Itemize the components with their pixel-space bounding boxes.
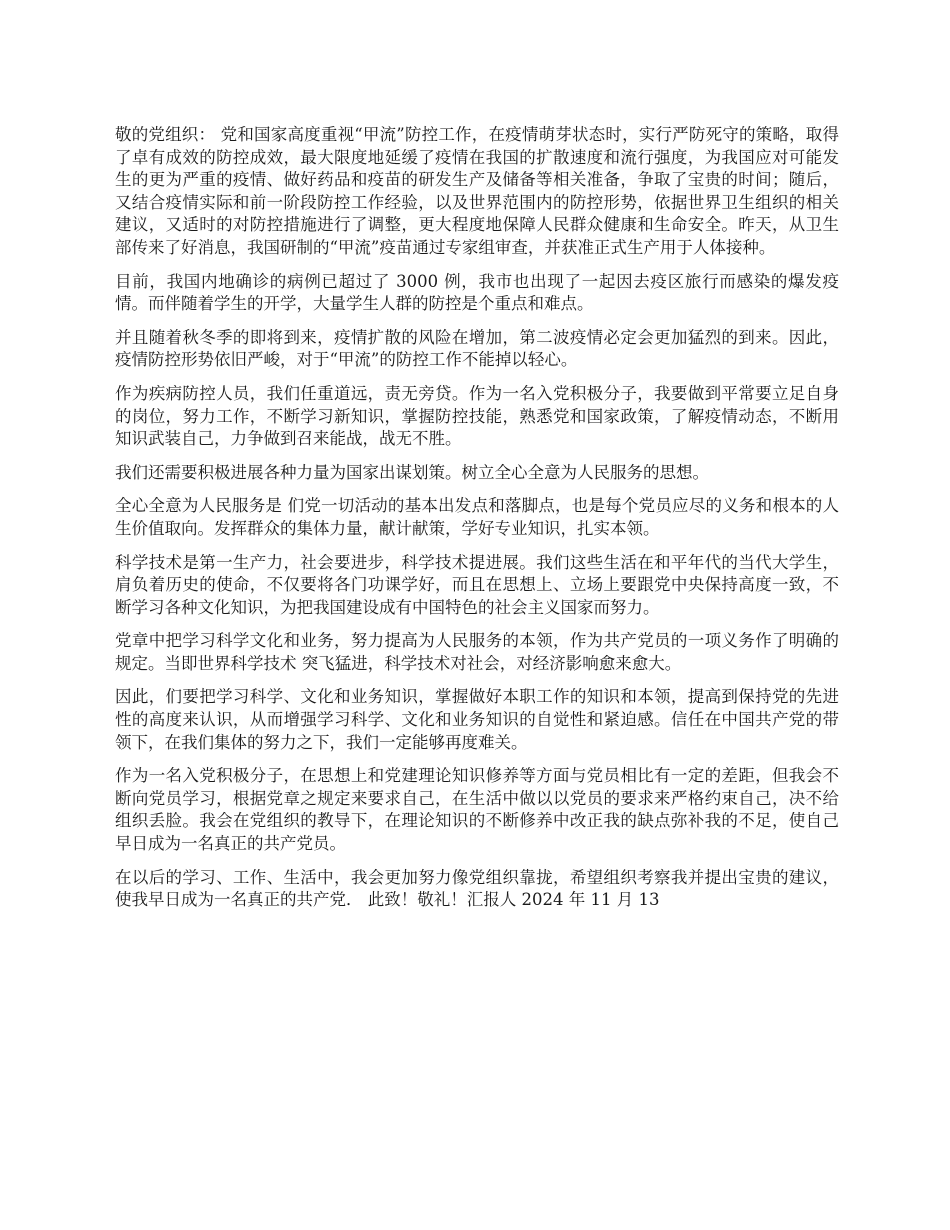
paragraph-science-technology: 科学技术是第一生产力，社会要进步，科学技术提进展。我们这些生活在和平年代的当代大学生，肩负着历史的使命，不仅要将各门功课学好，而且在思想上、立场上要跟党中央保持高度一致，不断学习各种文化知识，为把我国建设成有中国特色的社会主义国家而努力。 — [115, 552, 839, 617]
paragraph-greeting: 敬的党组织： 党和国家高度重视“甲流”防控工作，在疫情萌芽状态时，实行严防死守的策略，取得了卓有成效的防控成效，最大限度地延缓了疫情在我国的扩散速度和流行强度，为我国应对可能发生的更为严重的疫情、做好药品和疫苗的研发生产及储备等相关准备，争取了宝贵的时间；随后，又结合疫情实际和前一阶段防控工作经验，以及世界范围内的防控形势，依据世界卫生组织的相关建议，又适时的对防控措施进行了调整，更大程度地保障人民群众健康和生命安全。昨天，从卫生部传来了好消息，我国研制的“甲流”疫苗通过专家组审查，并获准正式生产用于人体接种。 — [115, 125, 839, 257]
document-body — [115, 124, 839, 923]
paragraph-learning: 因此，们要把学习科学、文化和业务知识，掌握做好本职工作的知识和本领，提高到保持党的先进性的高度来认识，从而增强学习科学、文化和业务知识的自觉性和紧迫感。信任在中国共产党的带领下，在我们集体的努力之下，我们一定能够再度难关。 — [115, 687, 839, 752]
paragraph-advice: 我们还需要积极进展各种力量为国家出谋划策。树立全心全意为人民服务的思想。 — [115, 462, 709, 482]
paragraph-self-improvement: 作为一名入党积极分子，在思想上和党建理论知识修养等方面与党员相比有一定的差距，但我会不断向党员学习，根据党章之规定来要求自己，在生活中做以以党员的要求来严格约束自己，决不给组织丢脸。我会在党组织的教导下，在理论知识的不断修养中改正我的缺点弥补我的不足，使自己早日成为一名真正的共产党员。 — [115, 766, 839, 854]
paragraph-serve-people: 全心全意为人民服务是 们党一切活动的基本出发点和落脚点，也是每个党员应尽的义务和根本的人生价值取向。发挥群众的集体力量，献计献策，学好专业知识，扎实本领。 — [115, 496, 839, 538]
paragraph-second-wave: 并且随着秋冬季的即将到来，疫情扩散的风险在增加，第二波疫情必定会更加猛烈的到来。因此，疫情防控形势依旧严峻，对于“甲流”的防控工作不能掉以轻心。 — [115, 327, 839, 370]
paragraph-duty: 作为疾病防控人员，我们任重道远，责无旁贷。作为一名入党积极分子，我要做到平常要立足自身的岗位，努力工作，不断学习新知识，掌握防控技能，熟悉党和国家政策，了解疫情动态，不断用知识武装自己，力争做到召来能战，战无不胜。 — [115, 383, 839, 449]
paragraph-closing: 在以后的学习、工作、生活中，我会更加努力像党组织靠拢，希望组织考察我并提出宝贵的建议，使我早日成为一名真正的共产党． 此致！敬礼！汇报人 2024 年 11 月 13 — [115, 867, 839, 910]
paragraph-epidemic-status: 目前，我国内地确诊的病例已超过了 3000 例，我市也出现了一起因去疫区旅行而感染的爆发疫情。而伴随着学生的开学，大量学生人群的防控是个重点和难点。 — [115, 271, 839, 314]
paragraph-party-constitution: 党章中把学习科学文化和业务，努力提高为人民服务的本领，作为共产党员的一项义务作了明确的规定。当即世界科学技术 突飞猛进，科学技术对社会，对经济影响愈来愈大。 — [115, 631, 839, 673]
